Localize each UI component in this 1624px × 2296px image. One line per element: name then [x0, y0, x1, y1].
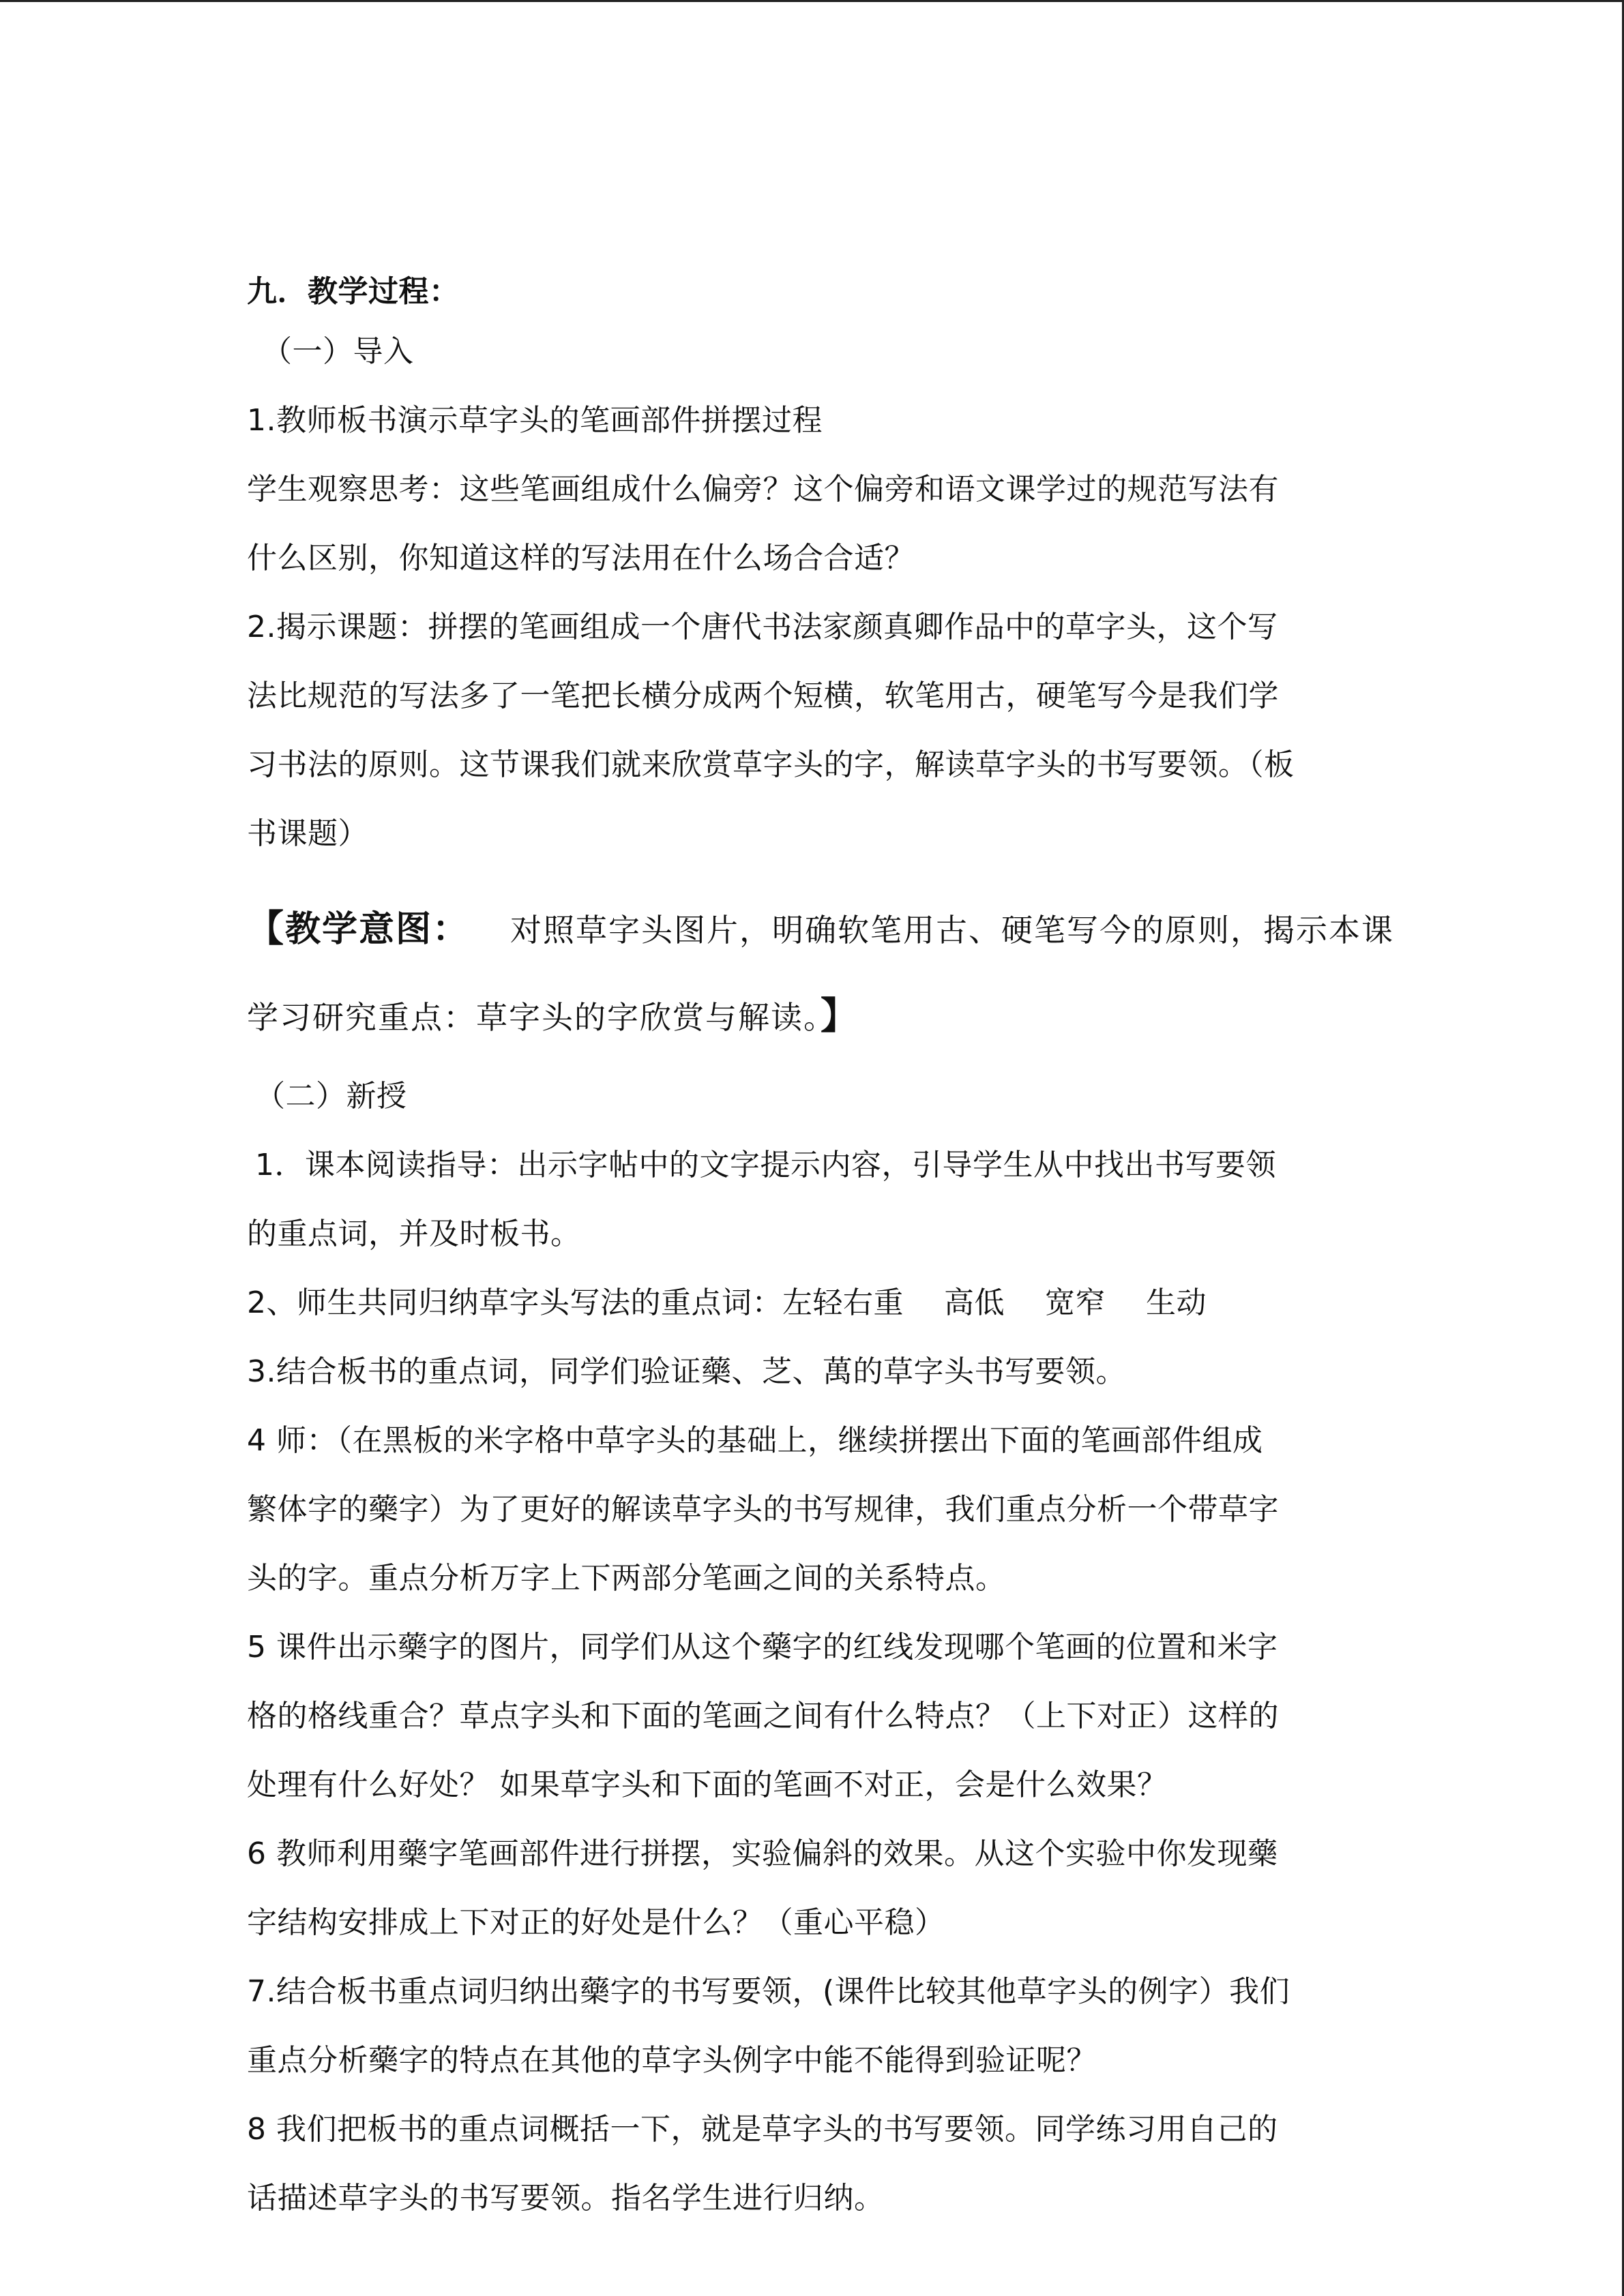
intent-close-bracket: 】 [821, 994, 859, 1037]
paragraph-line: 处理有什么好处？ 如果草字头和下面的笔画不对正，会是什么效果？ [247, 1768, 1168, 1802]
document-body [247, 267, 1395, 2233]
paragraph-line: 学生观察思考：这些笔画组成什么偏旁？这个偏旁和语文课学过的规范写法有 [247, 472, 1279, 507]
paragraph-line: 习书法的原则。这节课我们就来欣赏草字头的字，解读草字头的书写要领。（板 [247, 747, 1295, 782]
subsection-title-new: （二）新授 [255, 1079, 407, 1114]
intent-text: 对照草字头图片，明确软笔用古、硬笔写今的原则，揭示本课 [510, 912, 1395, 949]
paragraph-line: 6 教师利用藥字笔画部件进行拼摆，实验偏斜的效果。从这个实验中你发现藥 [247, 1836, 1278, 1871]
intent-label: 教学意图： [285, 908, 470, 950]
paragraph-line: 2、师生共同归纳草字头写法的重点词：左轻右重 高低 宽窄 生动 [247, 1285, 1207, 1320]
subsection-title-intro: （一）导入 [262, 334, 414, 369]
paragraph-line: 4 师：（在黑板的米字格中草字头的基础上，继续拼摆出下面的笔画部件组成 [247, 1423, 1263, 1458]
intent-text: 学习研究重点：草字头的字欣赏与解读。 [247, 999, 821, 1036]
paragraph-line: 头的字。重点分析万字上下两部分笔画之间的关系特点。 [247, 1561, 1006, 1596]
paragraph-line: 3.结合板书的重点词，同学们验证藥、芝、萬的草字头书写要领。 [247, 1354, 1126, 1389]
paragraph-line: 繁体字的藥字）为了更好的解读草字头的书写规律，我们重点分析一个带草字 [247, 1492, 1279, 1527]
paragraph-line: 重点分析藥字的特点在其他的草字头例字中能不能得到验证呢？ [247, 2043, 1097, 2078]
paragraph-line: 什么区别，你知道这样的写法用在什么场合合适？ [247, 541, 915, 576]
paragraph-line: 1．课本阅读指导：出示字帖中的文字提示内容，引导学生从中找出书写要领 [255, 1148, 1276, 1182]
paragraph-line: 格的格线重合？草点字头和下面的笔画之间有什么特点？（上下对正）这样的 [247, 1699, 1279, 1733]
paragraph-line: 书课题） [247, 816, 368, 851]
teaching-intent-line [247, 884, 1395, 974]
paragraph-line: 1.教师板书演示草字头的笔画部件拼摆过程 [247, 403, 823, 438]
paragraph-line: 话描述草字头的书写要领。指名学生进行归纳。 [247, 2181, 885, 2216]
paragraph-line: 5 课件出示藥字的图片，同学们从这个藥字的红线发现哪个笔画的位置和米字 [247, 1630, 1278, 1665]
section-heading: 九．教学过程： [247, 274, 460, 309]
paragraph-line: 2.揭示课题：拼摆的笔画组成一个唐代书法家颜真卿作品中的草字头，这个写 [247, 610, 1278, 644]
paragraph-line: 的重点词，并及时板书。 [247, 1217, 581, 1251]
paragraph-line: 法比规范的写法多了一笔把长横分成两个短横，软笔用古，硬笔写今是我们学 [247, 679, 1279, 713]
teaching-intent-line [247, 974, 1386, 1059]
paragraph-line: 7.结合板书重点词归纳出藥字的书写要领，(课件比较其他草字头的例字）我们 [247, 1974, 1290, 2009]
paragraph-line: 8 我们把板书的重点词概括一下，就是草字头的书写要领。同学练习用自己的 [247, 2112, 1278, 2147]
paragraph-line: 字结构安排成上下对正的好处是什么？（重心平稳） [247, 1905, 945, 1940]
intent-open-bracket: 【 [247, 906, 285, 950]
